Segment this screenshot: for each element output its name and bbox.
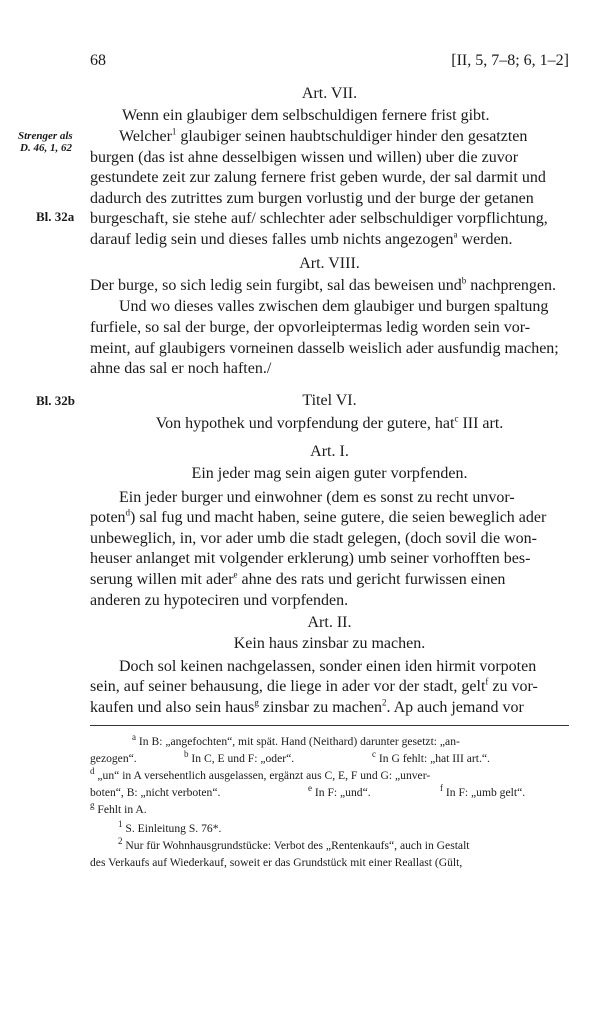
footnote-rule: [90, 725, 569, 726]
art7-line-1: Welcher$^1$ glaubiger seinen haubtschuldiger hinder den gesatzten: [119, 126, 528, 145]
art7-heading: Art. VII.: [301, 85, 358, 102]
art7-line-4: dadurch des zutrittes zum burgen vorlustig und der burge der getanen: [90, 190, 534, 207]
footnote-e: $^e$ In F: „und“.: [308, 783, 371, 799]
titel6-subtitle: Von hypothek und vorpfendung der gutere, hat$^c$ III art.: [155, 413, 504, 432]
art1-line-3: unbeweglich, in, vor ader umb die stadt gelegen, (doch sovil die won-: [90, 530, 537, 547]
running-head-reference: [II, 5, 7–8; 6, 1–2]: [451, 52, 569, 69]
art2-line-3: kaufen und also sein haus$^g$ zinsbar zu machen$^2$. Ap auch jemand vor: [90, 697, 524, 716]
titel6-heading: Titel VI.: [302, 392, 357, 409]
art1-line-2: poten$^d$) sal fug und macht haben, seine gutere, die seien beweglich ader: [90, 507, 547, 526]
art7-line-2: burgen (das ist ahne desselbigen wissen und willen) uber die zuvor: [90, 149, 519, 166]
margin-bl32b: Bl. 32b: [36, 393, 76, 408]
footnote-a-line-2: gezogen“.: [90, 752, 137, 765]
art7-line-6: darauf ledig sein und dieses falles umb nichts angezogen$^a$ werden.: [90, 229, 513, 248]
margin-bl32a: Bl. 32a: [36, 209, 75, 224]
footnote-b: $^b$ In C, E und F: „oder“.: [184, 749, 295, 765]
art8-line-5: ahne das sal er noch haften./: [90, 360, 272, 377]
footnote-d-line-1: $^d$ „un“ in A versehentlich ausgelassen, ergänzt aus C, E, F und G: „unver-: [90, 766, 431, 782]
art1-line-5: serung willen mit ader$^e$ ahne des rats und gericht furwissen einen: [90, 569, 506, 588]
page-number: 68: [90, 52, 106, 69]
art8-line-1: Der burge, so sich ledig sein furgibt, sal das beweisen und$^b$ nachprengen.: [90, 275, 557, 294]
art2-heading: Art. II.: [307, 614, 352, 631]
art2-line-1: Doch sol keinen nachgelassen, sonder einen iden hirmit vorpoten: [119, 658, 537, 675]
art8-line-3: furfiele, so sal der burge, der opvorleiptermas ledig worden sein vor-: [90, 319, 531, 336]
art1-subtitle: Ein jeder mag sein aigen guter vorpfenden.: [191, 465, 468, 482]
art1-heading: Art. I.: [310, 443, 349, 460]
footnote-a-line-1: $^a$ In B: „angefochten“, mit spät. Hand (Neithard) darunter gesetzt: „an-: [132, 732, 460, 748]
art1-line-4: heuser anlanget mit volgender erklerung) umb seiner vorhofften bes-: [90, 550, 531, 567]
art7-line-3: gestundete zeit zur zalung fernere frist geben wurde, der sal darmit und: [90, 169, 546, 186]
footnote-2-line-2: des Verkaufs auf Wiederkauf, soweit er das Grundstück mit einer Reallast (Gült,: [90, 856, 463, 869]
art2-subtitle: Kein haus zinsbar zu machen.: [233, 635, 426, 652]
footnote-g: $^g$ Fehlt in A.: [90, 800, 147, 816]
art7-line-5: burgeschaft, sie stehe auf/ schlechter ader selbschuldiger vorpflichtung,: [90, 210, 548, 227]
art1-line-6: anderen zu hypoteciren und vorpfenden.: [90, 592, 349, 609]
footnote-1: $^1$ S. Einleitung S. 76*.: [118, 819, 222, 835]
art8-line-2: Und wo dieses valles zwischen dem glaubiger und burgen spaltung: [119, 298, 549, 315]
footnote-d-line-2: boten“, B: „nicht verboten“.: [90, 786, 221, 799]
art8-line-4: meint, auf glaubigers vorneinen dasselb weislich ader ausfundig machen;: [90, 340, 559, 357]
margin-note-digest: D. 46, 1, 62: [20, 142, 72, 154]
art7-subtitle: Wenn ein glaubiger dem selbschuldigen fernere frist gibt.: [122, 107, 490, 124]
art2-line-2: sein, auf seiner behausung, die liege in ader vor der stadt, gelt$^f$ zu vor-: [90, 676, 538, 695]
footnote-2-line-1: $^2$ Nur für Wohnhausgrundstücke: Verbot des „Rentenkaufs“, auch in Gestalt: [118, 836, 470, 852]
footnote-f: $^f$ In F: „umb gelt“.: [440, 783, 526, 799]
art1-line-1: Ein jeder burger und einwohner (dem es sonst zu recht unvor-: [119, 489, 515, 506]
margin-note-strenger: Strenger als: [18, 130, 73, 142]
footnote-c: $^c$ In G fehlt: „hat III art.“.: [372, 749, 490, 765]
art8-heading: Art. VIII.: [299, 255, 360, 272]
